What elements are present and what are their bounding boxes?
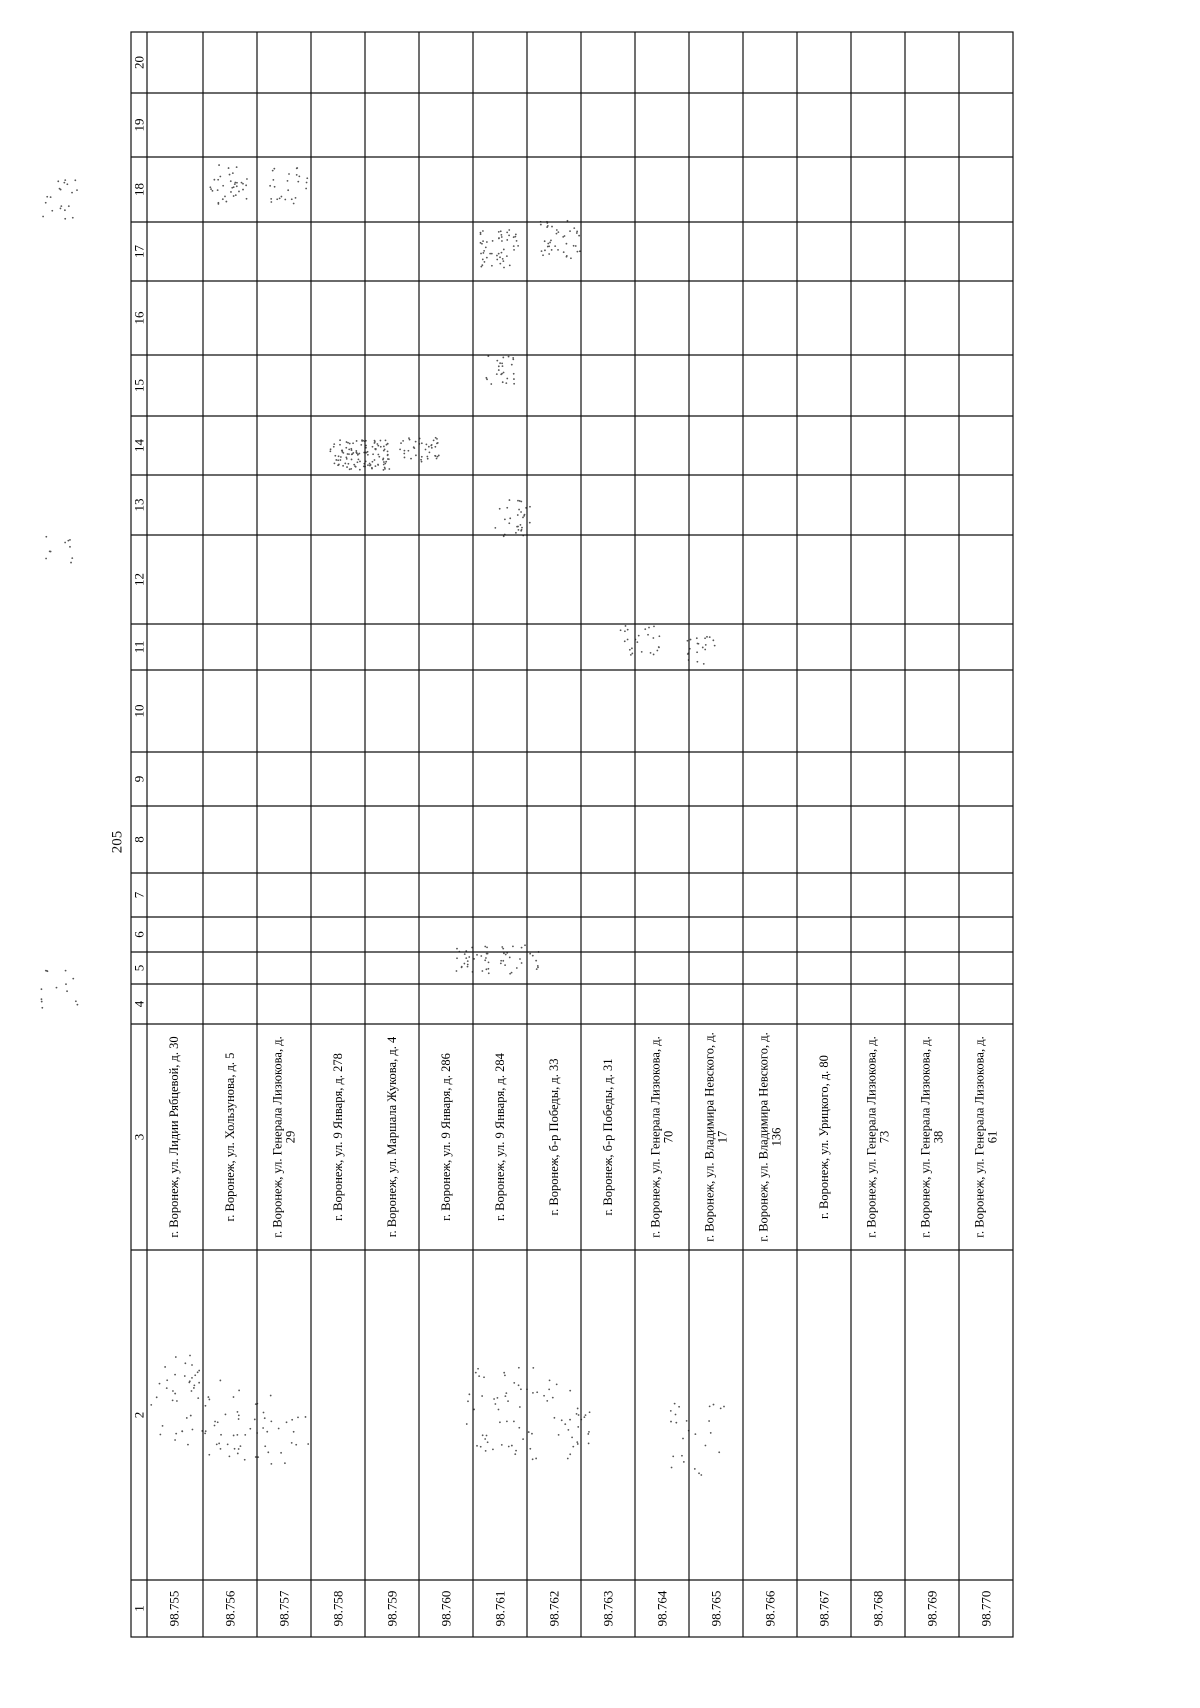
column-header: 3 — [131, 1133, 147, 1141]
row-number: 98.758 — [330, 1590, 346, 1627]
address-text: г. Воронеж, ул. Генерала Лизюкова, д. — [864, 1036, 879, 1238]
row-number: 98.757 — [276, 1590, 292, 1627]
column-header: 18 — [131, 183, 147, 196]
table-grid-lines — [131, 32, 1013, 1637]
table-row — [757, 1032, 784, 1626]
column-header: 11 — [131, 640, 147, 654]
column-header: 19 — [131, 118, 147, 132]
row-number: 98.768 — [870, 1590, 886, 1627]
column-header: 14 — [131, 439, 147, 452]
address-text: г. Воронеж, ул. 9 Января, д. 286 — [439, 1053, 453, 1221]
column-header: 17 — [131, 245, 147, 258]
row-number: 98.759 — [384, 1590, 400, 1627]
column-header: 9 — [131, 775, 147, 783]
address-text: г. Воронеж, ул. 9 Января, д. 278 — [331, 1053, 345, 1221]
row-number: 98.755 — [166, 1590, 182, 1627]
column-header: 2 — [131, 1411, 147, 1419]
row-number: 98.769 — [924, 1590, 940, 1627]
address-text: г. Воронеж, ул. Генерала Лизюкова, д. — [918, 1036, 933, 1238]
scan-noise — [41, 164, 725, 1476]
page-number: 205 — [109, 830, 126, 854]
table-row — [817, 1055, 832, 1626]
address-text: г. Воронеж, б-р Победы, д. 31 — [601, 1058, 615, 1216]
row-number: 98.765 — [708, 1590, 724, 1627]
row-number: 98.763 — [600, 1590, 616, 1627]
column-header: 6 — [131, 931, 147, 938]
address-text: 70 — [661, 1130, 676, 1144]
column-header: 13 — [131, 498, 147, 512]
table-row — [601, 1058, 616, 1626]
address-text: г. Воронеж, ул. Генерала Лизюкова, д. — [270, 1036, 285, 1238]
address-text: 61 — [985, 1130, 1000, 1144]
column-header: 16 — [131, 311, 147, 325]
row-number: 98.760 — [438, 1590, 454, 1627]
column-header: 4 — [131, 1000, 147, 1008]
row-number: 98.761 — [492, 1590, 508, 1627]
row-number: 98.756 — [222, 1590, 238, 1627]
column-header: 15 — [131, 379, 147, 392]
row-number: 98.764 — [654, 1590, 670, 1627]
row-number: 98.770 — [978, 1590, 994, 1627]
column-header: 20 — [131, 56, 147, 69]
address-text: г. Воронеж, ул. Генерала Лизюкова, д. — [972, 1036, 987, 1238]
column-header: 7 — [131, 891, 147, 899]
row-number: 98.766 — [762, 1590, 778, 1627]
table-row — [167, 1036, 182, 1626]
column-header: 8 — [131, 836, 147, 843]
address-text: г. Воронеж, б-р Победы, д. 33 — [547, 1058, 561, 1216]
column-header: 5 — [131, 964, 147, 972]
address-text: г. Воронеж, ул. Владимира Невского, д. — [702, 1032, 717, 1242]
address-text: г. Воронеж, ул. Лидии Рябцевой, д. 30 — [167, 1036, 181, 1238]
column-header: 12 — [131, 573, 147, 586]
table-row — [493, 1052, 508, 1626]
table-row — [385, 1036, 400, 1626]
table-row — [973, 1036, 1000, 1626]
table-row — [865, 1036, 892, 1626]
address-text: 17 — [715, 1130, 730, 1144]
address-text: г. Воронеж, ул. Владимира Невского, д. — [756, 1032, 771, 1242]
table-rows — [167, 1032, 1000, 1626]
address-text: 38 — [931, 1130, 946, 1144]
address-text: г. Воронеж, ул. Хользунова, д. 5 — [223, 1052, 237, 1222]
table-row — [331, 1053, 346, 1626]
table-row — [649, 1036, 676, 1626]
table-row — [703, 1032, 730, 1626]
row-number: 98.767 — [816, 1590, 832, 1627]
table-row — [271, 1036, 298, 1626]
table-row — [439, 1053, 454, 1626]
address-text: г. Воронеж, ул. Генерала Лизюкова, д. — [648, 1036, 663, 1238]
address-text: 29 — [283, 1130, 298, 1144]
address-text: г. Воронеж, ул. 9 Января, д. 284 — [493, 1053, 507, 1221]
address-text: 136 — [769, 1127, 784, 1147]
address-text: г. Воронеж, ул. Маршала Жукова, д. 4 — [385, 1036, 399, 1238]
table-row — [919, 1036, 946, 1626]
column-headers — [132, 56, 147, 1612]
column-header: 10 — [131, 704, 147, 718]
address-text: г. Воронеж, ул. Урицкого, д. 80 — [817, 1055, 831, 1219]
column-header: 1 — [131, 1605, 147, 1612]
address-text: 73 — [877, 1130, 892, 1144]
table-row — [547, 1058, 562, 1626]
table-row — [223, 1053, 238, 1627]
row-number: 98.762 — [546, 1590, 562, 1627]
